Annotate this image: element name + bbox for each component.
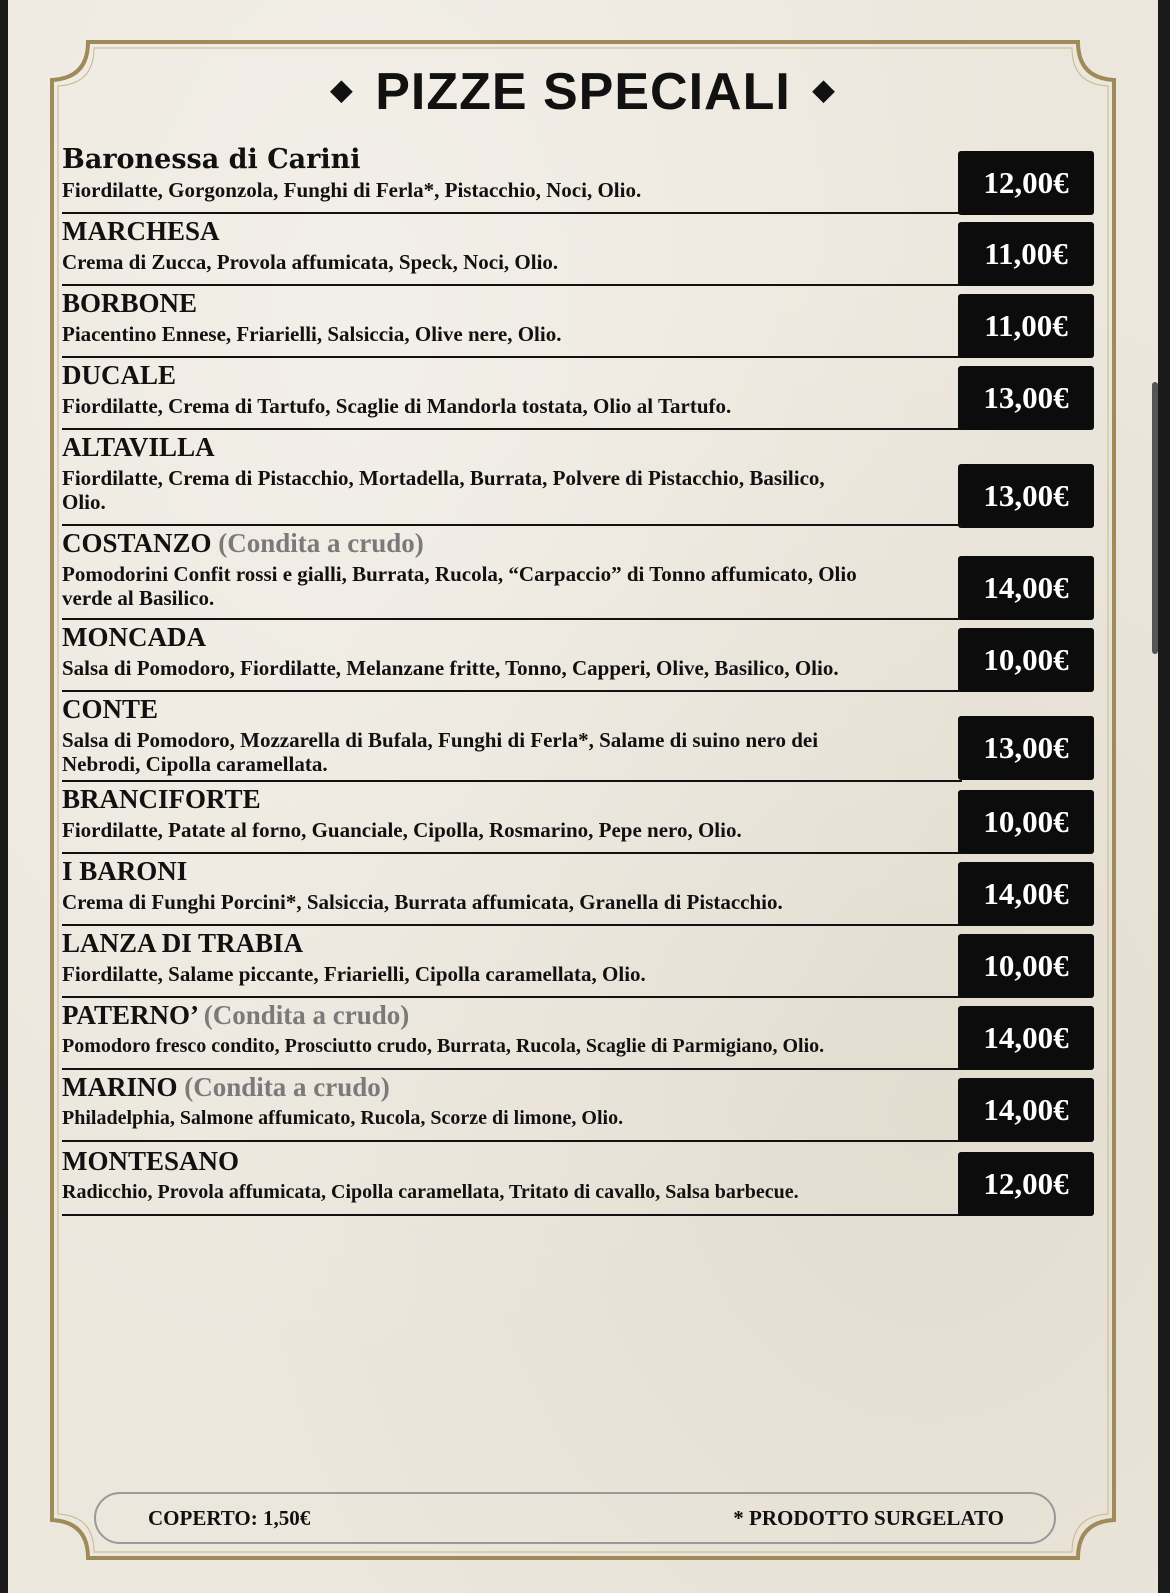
divider [62,1140,962,1142]
menu-item-altavilla [62,432,1112,526]
divider [62,356,962,358]
divider [62,996,962,998]
item-note: (Condita a crudo) [218,528,424,558]
menu-item-moncada [62,622,1112,692]
coperto-label: COPERTO: 1,50€ [148,1506,311,1530]
price-badge: 12,00€ [958,1152,1094,1216]
item-description: Salsa di Pomodoro, Fiordilatte, Melanzane fritte, Tonno, Capperi, Olive, Basilico, Olio. [62,656,839,680]
divider [62,428,962,430]
price-badge: 10,00€ [958,934,1094,998]
menu-item-lanza-di-trabia [62,928,1112,998]
item-description: Crema di Funghi Porcini*, Salsiccia, Burrata affumicata, Granella di Pistacchio. [62,890,783,914]
menu-item-i-baroni [62,856,1112,926]
item-description: Fiordilatte, Salame piccante, Friarielli, Cipolla caramellata, Olio. [62,962,646,986]
title-text: PIZZE SPECIALI [375,63,791,121]
menu-item-ducale [62,360,1112,430]
divider [62,1214,962,1216]
price-badge: 10,00€ [958,628,1094,692]
menu-item-paterno [62,1000,1112,1070]
divider [62,212,962,214]
item-name: CONTE [62,694,159,724]
divider [62,690,962,692]
item-description: Pomodorini Confit rossi e gialli, Burrata, Rucola, “Carpaccio” di Tonno affumicato, Olio verde al Basilico. [62,562,857,610]
price-badge: 12,00€ [958,151,1094,215]
footer-bar [94,1492,1056,1544]
item-name: I BARONI [62,856,188,886]
menu-item-baronessa [62,144,1112,214]
item-description: Philadelphia, Salmone affumicato, Rucola, Scorze di limone, Olio. [62,1107,624,1129]
surgelato-note: * PRODOTTO SURGELATO [733,1506,1004,1530]
item-name: DUCALE [62,360,177,390]
menu-item-marino [62,1072,1112,1142]
item-description: Fiordilatte, Patate al forno, Guanciale, Cipolla, Rosmarino, Pepe nero, Olio. [62,818,742,842]
divider [62,524,962,526]
price-badge: 13,00€ [958,464,1094,528]
diamond-ornament-icon: ◆ [812,73,836,105]
divider [62,852,962,854]
price-badge: 10,00€ [958,790,1094,854]
menu-item-marchesa [62,216,1112,286]
menu-item-montesano [62,1146,1112,1216]
pizza-list [8,0,1158,1300]
price-badge: 11,00€ [958,294,1094,358]
item-name: MARINO (Condita a crudo) [62,1072,390,1102]
item-description: Fiordilatte, Crema di Pistacchio, Mortadella, Burrata, Polvere di Pistacchio, Basilico, Olio. [62,466,825,514]
item-description: Fiordilatte, Gorgonzola, Funghi di Ferla*, Pistacchio, Noci, Olio. [62,178,642,202]
menu-item-conte [62,694,1112,782]
item-name: MARCHESA [62,216,220,246]
item-name: BRANCIFORTE [62,784,261,814]
price-badge: 13,00€ [958,716,1094,780]
item-description: Radicchio, Provola affumicata, Cipolla caramellata, Tritato di cavallo, Salsa barbecue. [62,1181,799,1203]
item-description: Crema di Zucca, Provola affumicata, Speck, Noci, Olio. [62,250,559,274]
item-description: Fiordilatte, Crema di Tartufo, Scaglie di Mandorla tostata, Olio al Tartufo. [62,394,732,418]
divider [62,284,962,286]
menu-item-costanzo [62,528,1112,620]
menu-page [8,0,1158,1593]
divider [62,780,962,782]
price-badge: 14,00€ [958,1006,1094,1070]
divider [62,618,962,620]
divider [62,1068,962,1070]
item-name: PATERNO’ (Condita a crudo) [62,1000,410,1030]
item-name: COSTANZO (Condita a crudo) [62,528,424,558]
item-note: (Condita a crudo) [203,1000,410,1030]
menu-item-branciforte [62,784,1112,854]
item-description: Pomodoro fresco condito, Prosciutto crudo, Burrata, Rucola, Scaglie di Parmigiano, Olio. [62,1035,825,1057]
item-name: BORBONE [62,288,198,318]
item-name: LANZA DI TRABIA [62,928,304,958]
item-name: ALTAVILLA [62,432,215,462]
item-description: Salsa di Pomodoro, Mozzarella di Bufala, Funghi di Ferla*, Salame di suino nero dei Nebrodi, Cipolla caramellata. [62,728,819,776]
item-description: Piacentino Ennese, Friarielli, Salsiccia, Olive nere, Olio. [62,322,562,346]
menu-item-borbone [62,288,1112,358]
price-badge: 13,00€ [958,366,1094,430]
item-name: MONCADA [62,622,206,652]
price-badge: 14,00€ [958,1078,1094,1142]
item-name: MONTESANO [62,1146,240,1176]
item-name: Baronessa di Carini [62,144,361,175]
price-badge: 11,00€ [958,222,1094,286]
price-badge: 14,00€ [958,862,1094,926]
scrollbar[interactable] [1152,382,1158,654]
divider [62,924,962,926]
item-note: (Condita a crudo) [184,1072,390,1102]
price-badge: 14,00€ [958,556,1094,620]
diamond-ornament-icon: ◆ [330,73,354,105]
